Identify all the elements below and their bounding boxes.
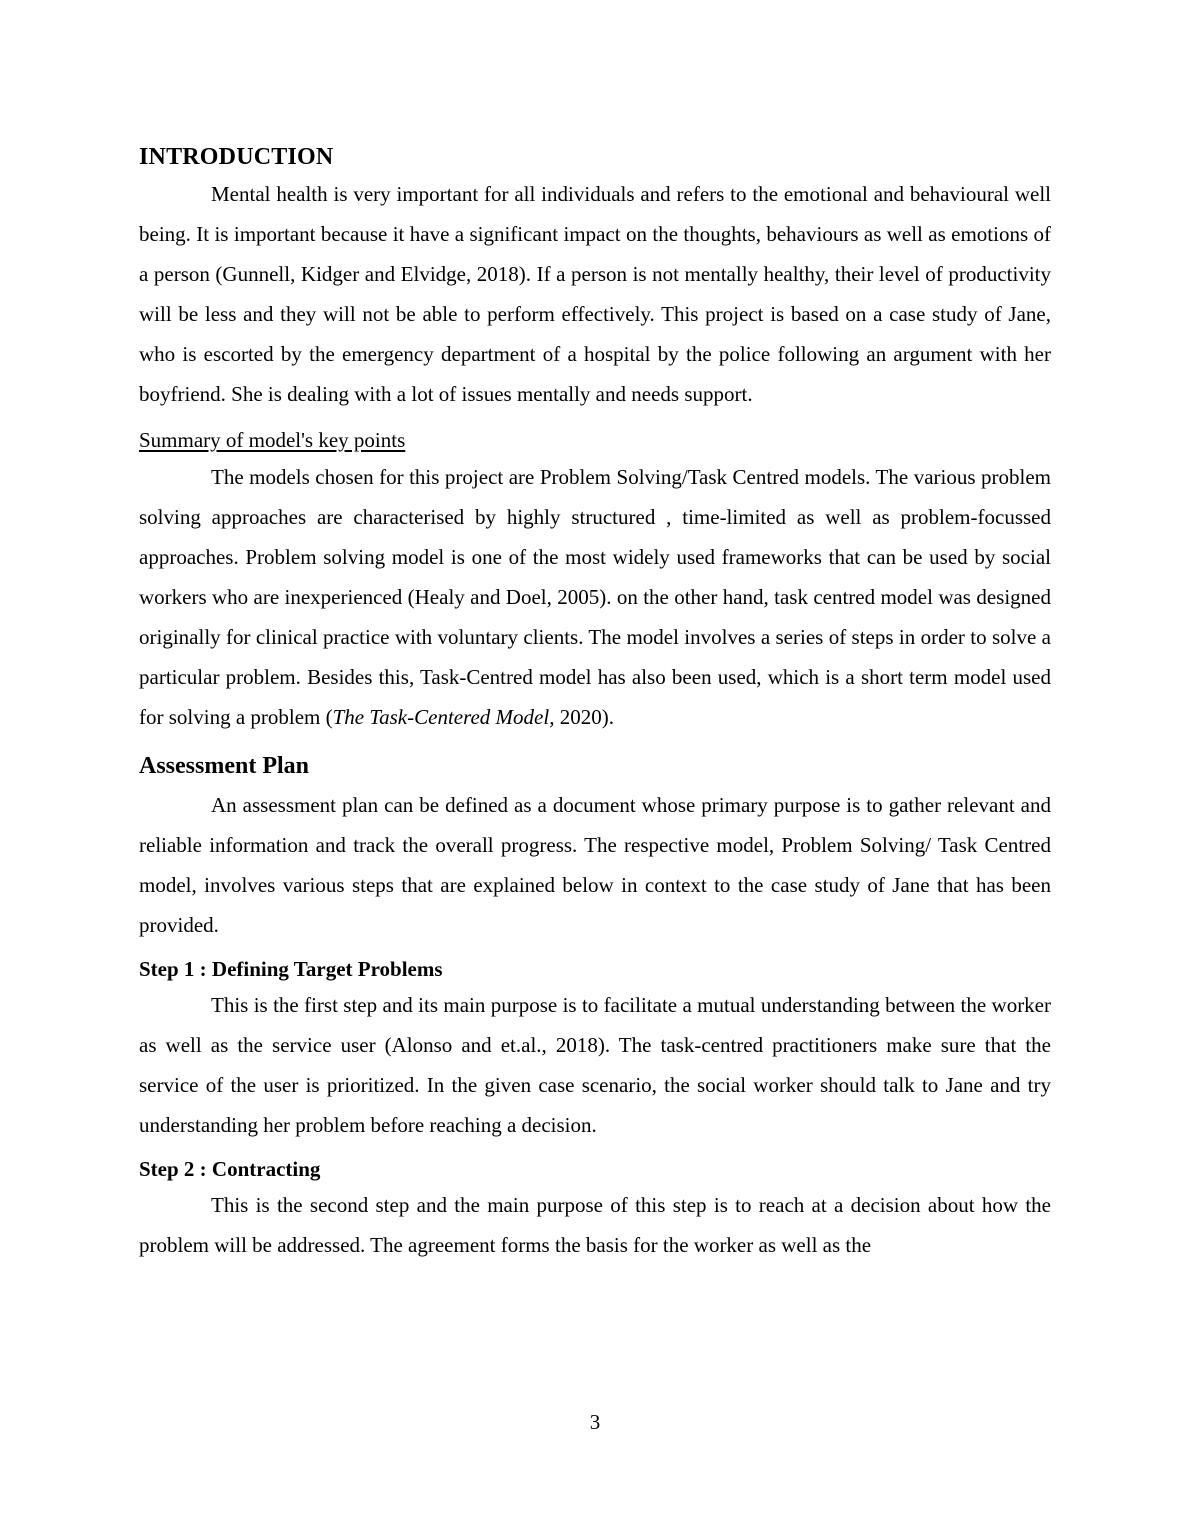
paragraph-assessment-plan: An assessment plan can be defined as a document whose primary purpose is to gather relevant and reliable information and track the overall progress. The respective model, Problem Solving/ Task Centred model, involves various steps that are explained below in context to the case study of Jane that has been provided. [139,792,1051,937]
heading-introduction: INTRODUCTION [139,144,334,170]
paragraph-introduction: Mental health is very important for all individuals and refers to the emotional and behavioural well being. It is important because it have a significant impact on the thoughts, behaviours as well as emotions of a person (Gunnell, Kidger and Elvidge, 2018). If a person is not mentally healthy, their level of productivity will be less and they will not be able to perform effectively. This project is based on a case study of Jane, who is escorted by the emergency department of a hospital by the police following an argument with her boyfriend. She is dealing with a lot of issues mentally and needs support. [139,182,1051,406]
paragraph-summary-part-1: The models chosen for this project are Problem Solving/Task Centred models. The various problem solving approaches are characterised by highly structured , time-limited as well as problem-focussed approaches. Problem solving model is one of the most widely used frameworks that can be used by social workers who are inexperienced (Healy and Doel, 2005). on the other hand, task centred model was designed originally for clinical practice with voluntary clients. The model involves a series of steps in order to solve a particular problem. Besides this, Task-Centred model has also been used, which is a short term model used for solving a problem ( [139,465,1051,730]
heading-summary-of-models-key-points: Summary of model's key points [139,428,406,452]
heading-assessment-plan: Assessment Plan [139,753,310,780]
heading-step-1: Step 1 : Defining Target Problems [139,956,443,981]
heading-step-2: Step 2 : Contracting [139,1156,321,1181]
paragraph-step-1: This is the first step and its main purpose is to facilitate a mutual understanding between the worker as well as the service user (Alonso and et.al., 2018). The task-centred practitioners make sure that the service of the user is prioritized. In the given case scenario, the social worker should talk to Jane and try understanding her problem before reaching a decision. [139,992,1051,1137]
paragraph-summary-of-models-key-points [139,457,1051,737]
page-number: 3 [589,1410,601,1434]
page-content [139,142,1051,1265]
paragraph-summary-part-2: 2020). [554,705,614,730]
paragraph-step-2: This is the second step and the main purpose of this step is to reach at a decision about how the problem will be addressed. The agreement forms the basis for the worker as well as the [139,1193,1051,1258]
citation-title-italic: The Task-Centered Model, [332,705,555,730]
